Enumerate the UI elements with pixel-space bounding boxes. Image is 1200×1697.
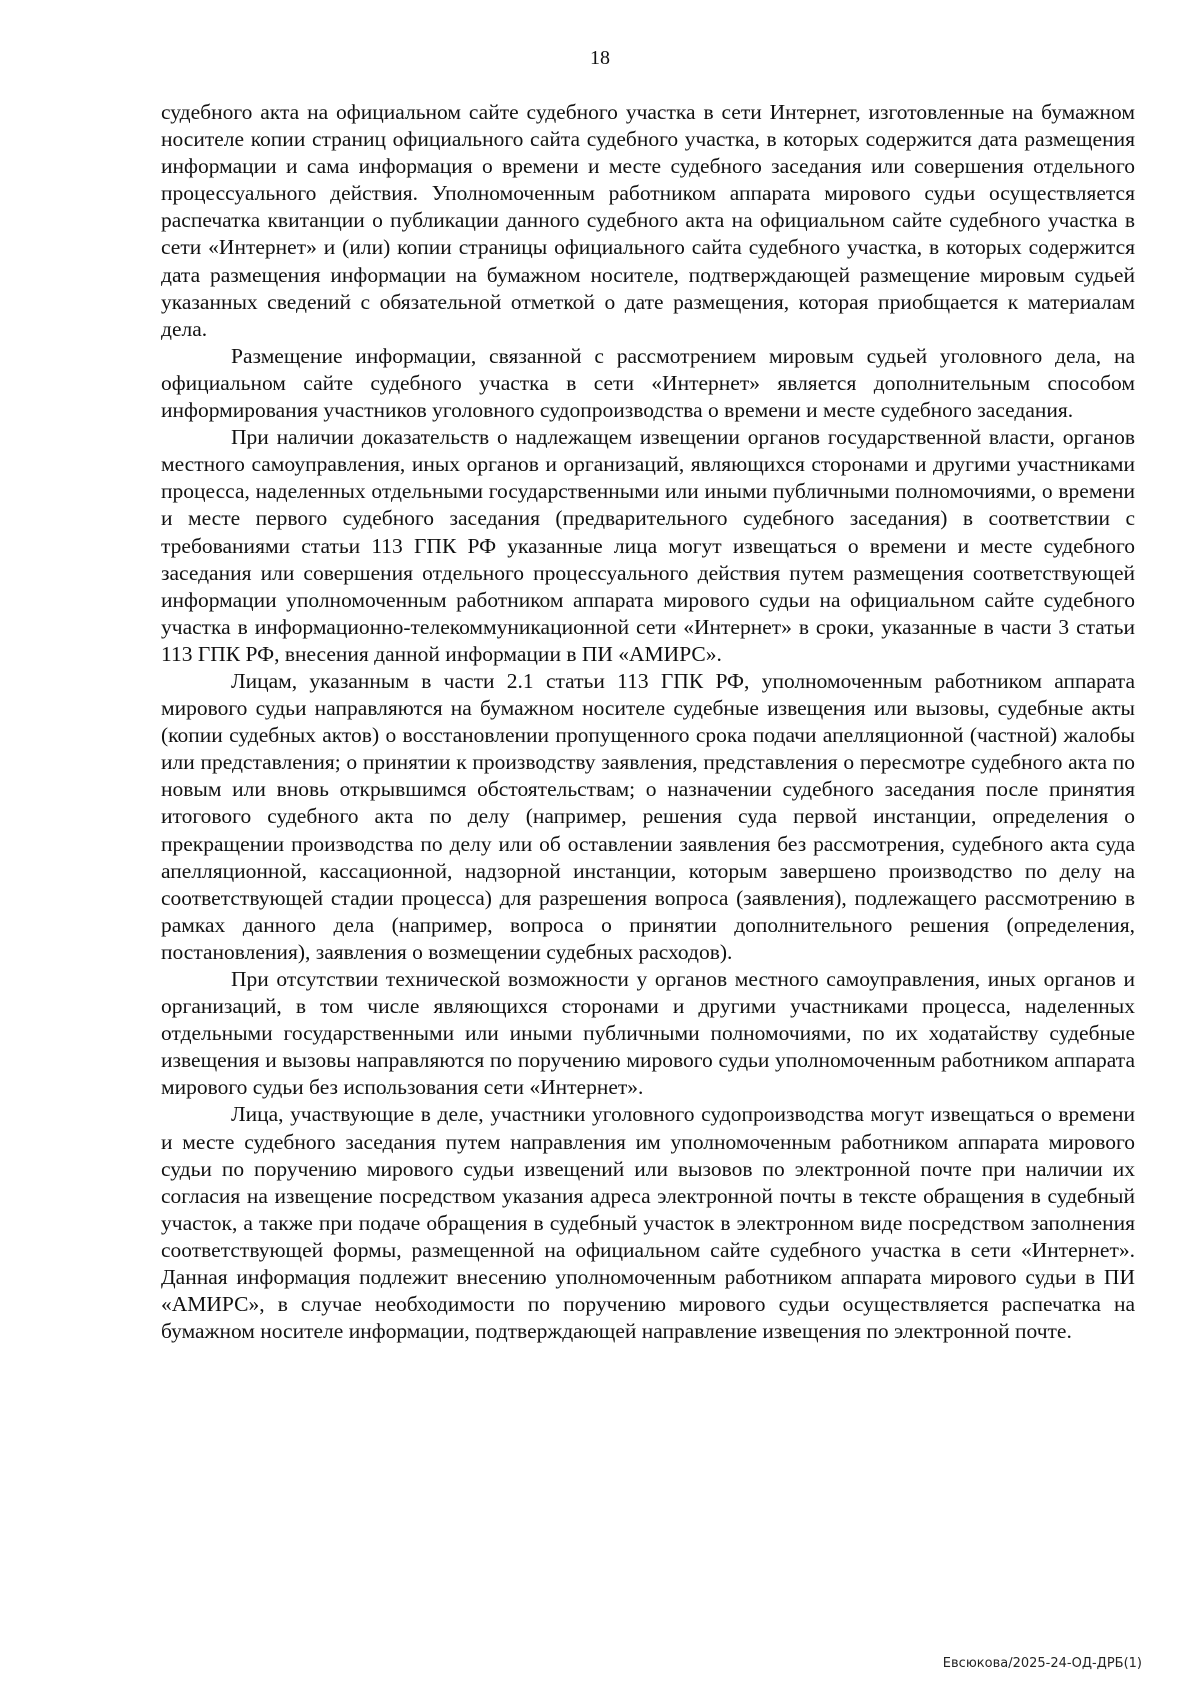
document-footer-code: Евсюкова/2025-24-ОД-ДРБ(1) [942, 1656, 1142, 1671]
paragraph: Размещение информации, связанной с рассмотрением мировым судьей уголовного дела, на официальном сайте судебного участка в сети «Интернет» является дополнительным способом информирования участников уголовного судопроизводства о времени и месте судебного заседания. [161, 343, 1135, 423]
paragraph: Лица, участвующие в деле, участники уголовного судопроизводства могут извещаться о времени и месте судебного заседания путем направления им уполномоченным работником аппарата мирового судьи по поручению мирового судьи извещений или вызовов по электронной почте при наличии их согласия на извещение посредством указания адреса электронной почты в тексте обращения в судебный участок, а также при подаче обращения в судебный участок в электронном виде посредством заполнения соответствующей формы, размещенной на официальном сайте судебного участка в сети «Интернет». Данная информация подлежит внесению уполномоченным работником аппарата мирового судьи в ПИ «АМИРС», в случае необходимости по поручению мирового судьи осуществляется распечатка на бумажном носителе информации, подтверждающей направление извещения по электронной почте. [161, 1102, 1135, 1344]
paragraph: Лицам, указанным в части 2.1 статьи 113 ГПК РФ, уполномоченным работником аппарата мирового судьи направляются на бумажном носителе судебные извещения или вызовы, судебные акты (копии судебных актов) о восстановлении пропущенного срока подачи апелляционной (частной) жалобы или представления; о принятии к производству заявления, представления о пересмотре судебного акта по новым или вновь открывшимся обстоятельствам; о назначении судебного заседания после принятия итогового судебного акта по делу (например, решения суда первой инстанции, определения о прекращении производства по делу или об оставлении заявления без рассмотрения, судебного акта суда апелляционной, кассационной, надзорной инстанции, которым завершено производство по делу на соответствующей стадии процесса) для разрешения вопроса (заявления), подлежащего рассмотрению в рамках данного дела (например, вопроса о принятии дополнительного решения (определения, постановления), заявления о возмещении судебных расходов). [161, 668, 1135, 964]
page-number: 18 [590, 47, 610, 69]
paragraph-continuation: судебного акта на официальном сайте судебного участка в сети Интернет, изготовленные на бумажном носителе копии страниц официального сайта судебного участка, в которых содержится дата размещения информации и сама информация о времени и месте судебного заседания или совершения отдельного процессуального действия. Уполномоченным работником аппарата мирового судьи осуществляется распечатка квитанции о публикации данного судебного акта на официальном сайте судебного участка в сети «Интернет» и (или) копии страницы официального сайта судебного участка, в которых содержится дата размещения информации на бумажном носителе, подтверждающей размещение мировым судьей указанных сведений с обязательной отметкой о дате размещения, которая приобщается к материалам дела. [161, 100, 1135, 341]
document-body [161, 99, 1135, 1345]
paragraph: При наличии доказательств о надлежащем извещении органов государственной власти, органов местного самоуправления, иных органов и организаций, являющихся сторонами и другими участниками процесса, наделенных отдельными государственными или иными публичными полномочиями, о времени и месте первого судебного заседания (предварительного судебного заседания) в соответствии с требованиями статьи 113 ГПК РФ указанные лица могут извещаться о времени и месте судебного заседания или совершения отдельного процессуального действия путем размещения соответствующей информации уполномоченным работником аппарата мирового судьи на официальном сайте судебного участка в информационно-телекоммуникационной сети «Интернет» в сроки, указанные в части 3 статьи 113 ГПК РФ, внесения данной информации в ПИ «АМИРС». [161, 425, 1135, 666]
paragraph: При отсутствии технической возможности у органов местного самоуправления, иных органов и организаций, в том числе являющихся сторонами и другими участниками процесса, наделенных отдельными государственными или иными публичными полномочиями, по их ходатайству судебные извещения и вызовы направляются по поручению мирового судьи уполномоченным работником аппарата мирового судьи без использования сети «Интернет». [161, 967, 1135, 1100]
